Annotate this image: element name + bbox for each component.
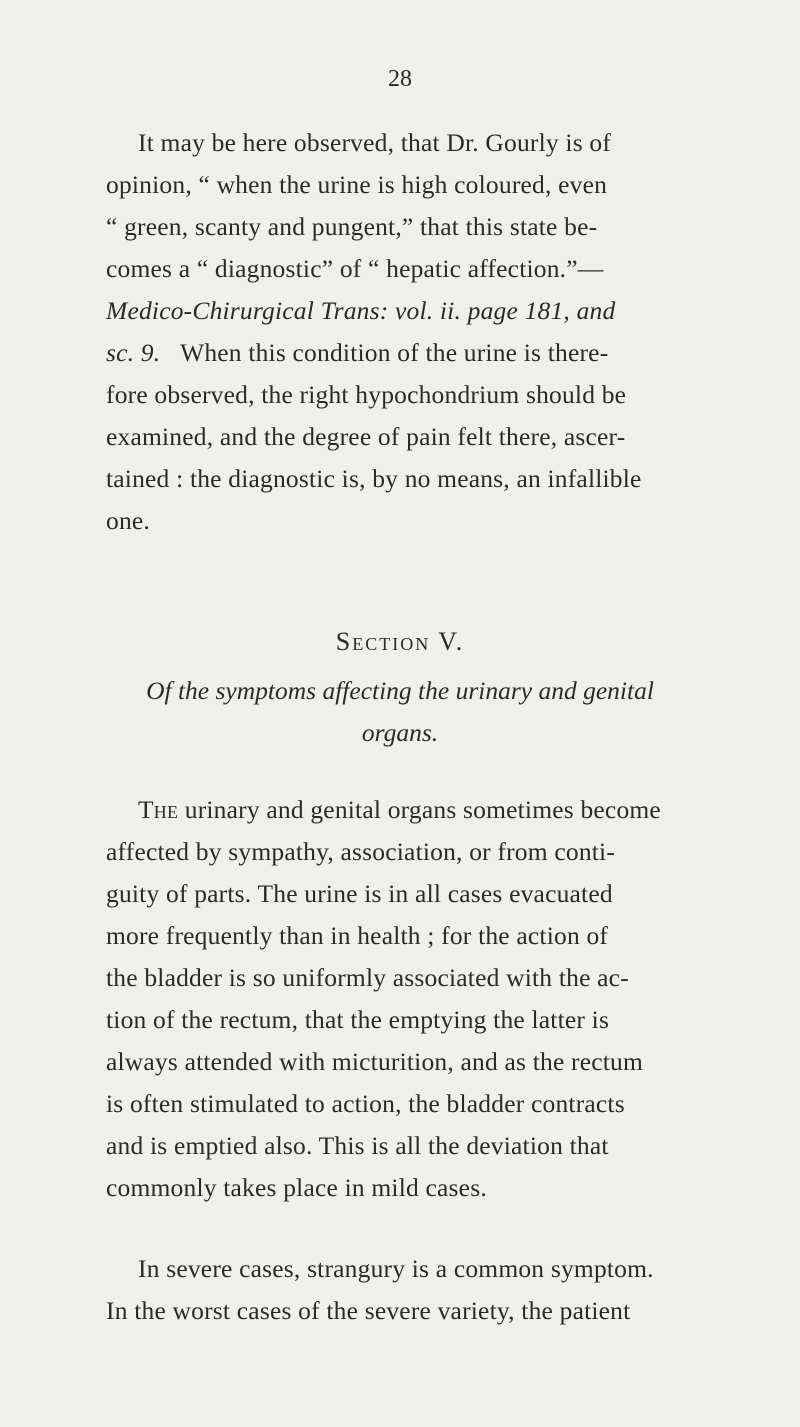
paragraph-line: examined, and the degree of pain felt there, ascer-	[106, 422, 626, 451]
paragraph-line: tion of the rectum, that the emptying the latter is	[106, 1005, 610, 1034]
paragraph-line: always attended with micturition, and as the rectum	[106, 1047, 644, 1076]
section-subtitle: organs.	[361, 718, 439, 747]
paragraph-line: one.	[106, 506, 150, 535]
paragraph-fragment: urinary and genital organs sometimes become	[178, 795, 661, 824]
paragraph-line: tained : the diagnostic is, by no means, an infallible	[106, 464, 642, 493]
paragraph-line: fore observed, the right hypochondrium should be	[106, 380, 627, 409]
paragraph-fragment: When this condition of the urine is there-	[180, 338, 609, 367]
citation-fragment: sc. 9.	[106, 338, 161, 367]
paragraph-line: commonly takes place in mild cases.	[106, 1173, 487, 1202]
paragraph-line	[106, 338, 608, 368]
paragraph-line: is often stimulated to action, the bladder contracts	[106, 1089, 625, 1118]
paragraph-line: “ green, scanty and pungent,” that this state be-	[106, 212, 598, 241]
paragraph-line: affected by sympathy, association, or from conti-	[106, 837, 616, 866]
page-number: 28	[388, 66, 412, 92]
paragraph-line: opinion, “ when the urine is high coloured, even	[106, 170, 608, 199]
paragraph-line: and is emptied also. This is all the deviation that	[106, 1131, 609, 1160]
section-heading: Section V.	[335, 627, 465, 656]
paragraph-line: comes a “ diagnostic” of “ hepatic affection.”—	[106, 254, 604, 283]
paragraph-line: It may be here observed, that Dr. Gourly is of	[138, 128, 612, 157]
paragraph-line: In the worst cases of the severe variety, the patient	[106, 1296, 631, 1325]
lead-word: The	[138, 795, 179, 824]
citation-line: Medico-Chirurgical Trans: vol. ii. page 181, and	[106, 296, 616, 325]
paragraph-line: In severe cases, strangury is a common symptom.	[138, 1254, 654, 1283]
paragraph-line: guity of parts. The urine is in all cases evacuated	[106, 879, 613, 908]
section-subtitle: Of the symptoms affecting the urinary and genital	[146, 676, 654, 705]
paragraph-line: the bladder is so uniformly associated with the ac-	[106, 963, 629, 992]
paragraph-line: more frequently than in health ; for the action of	[106, 921, 609, 950]
paragraph-line	[138, 795, 661, 825]
